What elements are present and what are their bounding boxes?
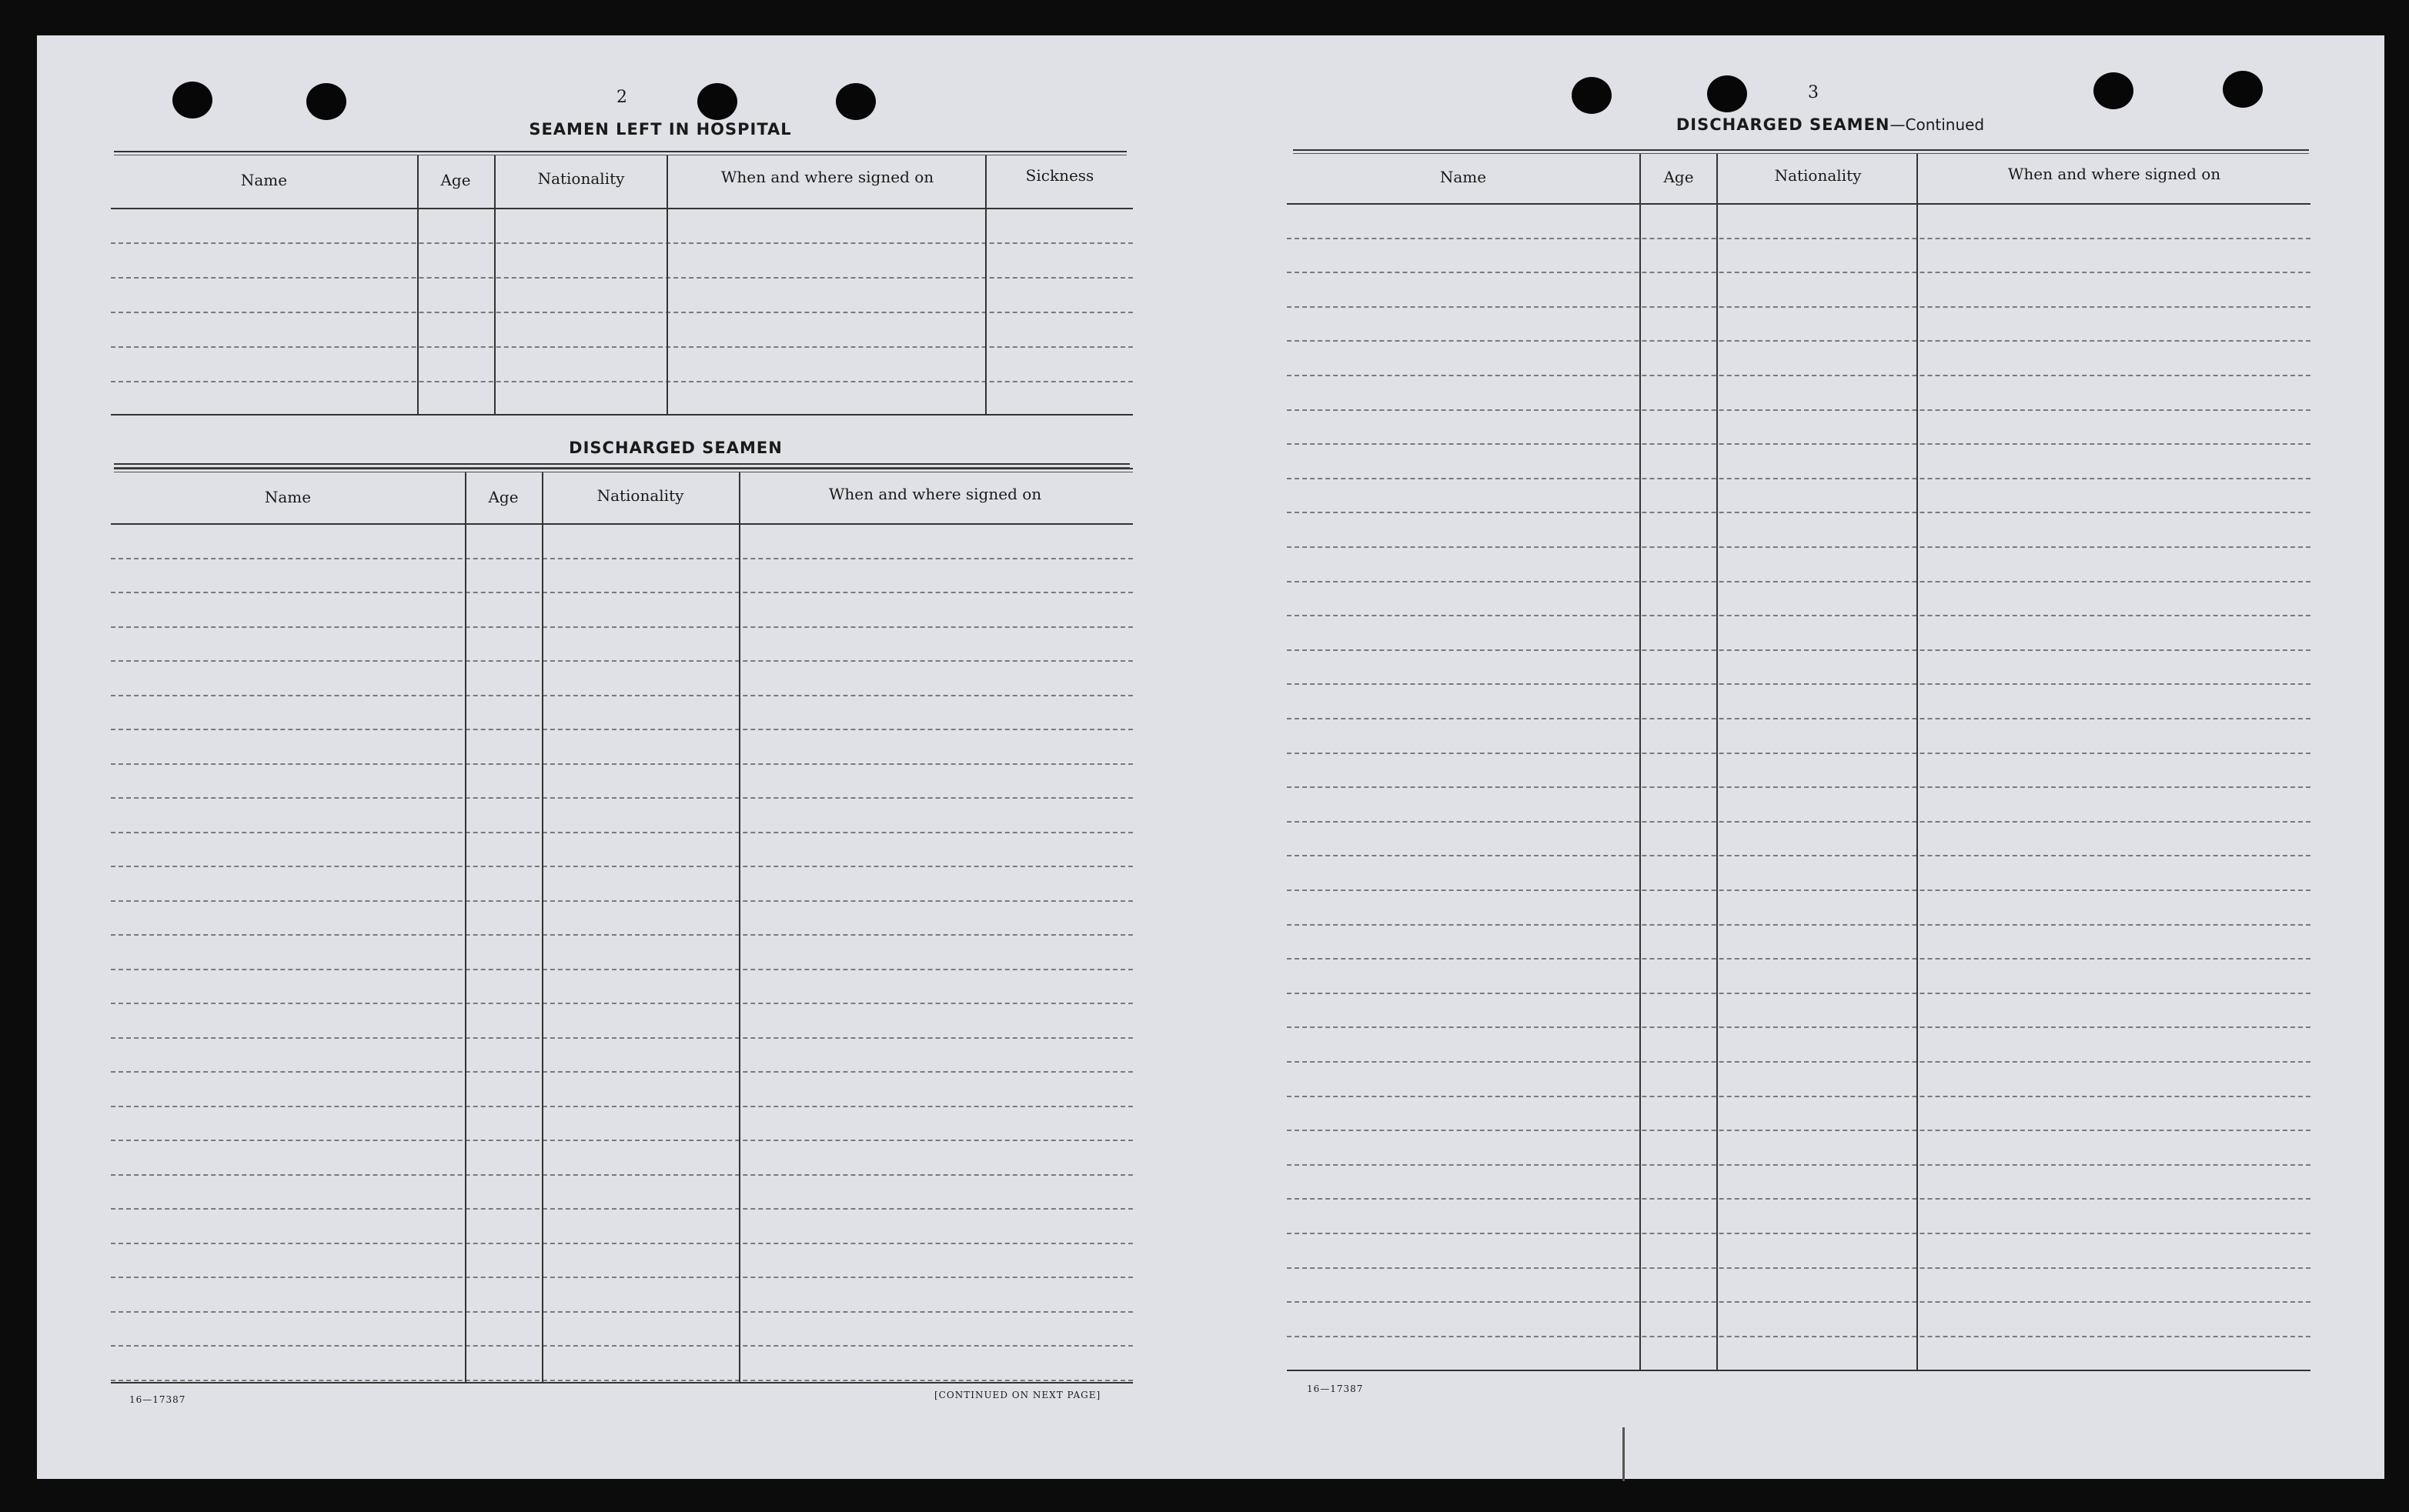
table-column-line [1916, 154, 1918, 1370]
discharged-continued-title [1576, 115, 2084, 134]
table-header-rule [111, 208, 1133, 209]
table-row-line [111, 729, 1133, 730]
table-row-line [1287, 753, 2310, 754]
column-header-when-where: When and where signed on [828, 485, 1042, 503]
table-row-line [111, 242, 1133, 244]
punch-hole [836, 83, 876, 120]
table-row-line [111, 969, 1133, 970]
table-bottom-rule [111, 1382, 1133, 1383]
table-column-line [494, 155, 496, 414]
table-row-line [111, 1003, 1133, 1004]
table-row-line [111, 1311, 1133, 1313]
table-row-line [1287, 512, 2310, 513]
table-row-line [1287, 1096, 2310, 1097]
table-row-line [1287, 993, 2310, 994]
table-row-line [1287, 340, 2310, 342]
table-row-line [111, 934, 1133, 936]
table-row-line [111, 832, 1133, 833]
table-row-line [1287, 478, 2310, 479]
column-header-age: Age [488, 488, 519, 506]
table-row-line [1287, 821, 2310, 823]
table-column-line [739, 472, 740, 1382]
column-header-name: Name [1439, 168, 1487, 186]
table-row-line [111, 277, 1133, 279]
table-row-line [111, 1208, 1133, 1210]
table-row-line [1287, 581, 2310, 582]
table-column-line [465, 472, 466, 1382]
punch-hole [2223, 71, 2263, 108]
table-row-line [1287, 375, 2310, 376]
punch-hole [1707, 75, 1747, 112]
table-row-line [111, 346, 1133, 348]
table-row-line [111, 1243, 1133, 1244]
table-row-line [111, 1345, 1133, 1347]
table-column-line [417, 155, 419, 414]
table-column-line [542, 472, 543, 1382]
table-row-line [1287, 649, 2310, 651]
page-number: 3 [1808, 83, 1819, 102]
table-column-line [1716, 154, 1718, 1370]
table-row-line [111, 1174, 1133, 1176]
column-header-age: Age [1663, 168, 1694, 186]
punch-hole [306, 83, 346, 120]
table-row-line [111, 660, 1133, 662]
table-row-line [1287, 1026, 2310, 1028]
form-number: 16—17387 [1307, 1383, 1364, 1394]
table-row-line [1287, 1233, 2310, 1234]
section-title-text: DISCHARGED SEAMEN [1676, 115, 1890, 134]
table-row-line [1287, 238, 2310, 239]
table-row-line [1287, 890, 2310, 891]
punch-hole [1572, 77, 1612, 114]
table-row-line [1287, 1301, 2310, 1303]
table-row-line [1287, 683, 2310, 685]
table-row-line [1287, 1061, 2310, 1063]
table-row-line [111, 558, 1133, 559]
table-header-rule [111, 523, 1133, 525]
column-header-nationality: Nationality [1774, 166, 1862, 185]
table-row-line [1287, 272, 2310, 273]
column-header-when-where: When and where signed on [2007, 165, 2221, 183]
fold-crease [1622, 1427, 1625, 1481]
table-row-line [111, 900, 1133, 902]
column-header-nationality: Nationality [537, 169, 625, 188]
double-rule [114, 151, 1127, 155]
section-title-suffix: —Continued [1889, 115, 1985, 134]
table-row-line [111, 1106, 1133, 1107]
table-row-line [111, 1071, 1133, 1073]
table-row-line [111, 763, 1133, 765]
table-row-line [1287, 855, 2310, 856]
table-row-line [111, 1140, 1133, 1141]
table-row-line [111, 592, 1133, 593]
table-bottom-rule [111, 414, 1133, 416]
double-rule [114, 468, 1133, 472]
table-row-line [1287, 443, 2310, 445]
table-row-line [1287, 958, 2310, 960]
table-row-line [1287, 924, 2310, 926]
hospital-section-title: SEAMEN LEFT IN HOSPITAL [529, 120, 792, 139]
discharged-section-title: DISCHARGED SEAMEN [569, 439, 783, 457]
form-paper [37, 35, 2384, 1479]
table-row-line [1287, 1336, 2310, 1337]
table-row-line [111, 695, 1133, 696]
page-number: 2 [616, 88, 627, 107]
continued-note: [CONTINUED ON NEXT PAGE] [934, 1390, 1101, 1400]
column-header-name: Name [240, 171, 288, 189]
table-row-line [1287, 1198, 2310, 1200]
table-row-line [1287, 718, 2310, 719]
table-row-line [111, 866, 1133, 867]
table-row-line [1287, 546, 2310, 548]
table-row-line [1287, 786, 2310, 788]
column-header-when-where: When and where signed on [720, 168, 934, 186]
table-column-line [667, 155, 668, 414]
punch-hole [172, 82, 212, 118]
table-row-line [1287, 1130, 2310, 1131]
table-row-line [111, 797, 1133, 799]
double-rule [1293, 149, 2309, 154]
table-row-line [1287, 306, 2310, 308]
table-row-line [111, 626, 1133, 628]
table-header-rule [1287, 203, 2310, 205]
table-column-line [1639, 154, 1641, 1370]
table-row-line [1287, 615, 2310, 616]
table-row-line [1287, 409, 2310, 411]
table-column-line [985, 155, 987, 414]
table-row-line [111, 1277, 1133, 1278]
form-number: 16—17387 [129, 1394, 186, 1405]
punch-hole [697, 83, 737, 120]
table-row-line [1287, 1267, 2310, 1269]
table-bottom-rule [1287, 1370, 2310, 1371]
column-header-nationality: Nationality [596, 486, 684, 505]
column-header-age: Age [440, 171, 471, 189]
table-row-line [1287, 1164, 2310, 1166]
column-header-name: Name [264, 488, 312, 506]
column-header-sickness: Sickness [1025, 166, 1094, 185]
table-row-line [111, 381, 1133, 382]
table-row-line [111, 1037, 1133, 1039]
punch-hole [2093, 72, 2133, 109]
table-row-line [111, 1380, 1133, 1381]
table-row-line [111, 312, 1133, 313]
